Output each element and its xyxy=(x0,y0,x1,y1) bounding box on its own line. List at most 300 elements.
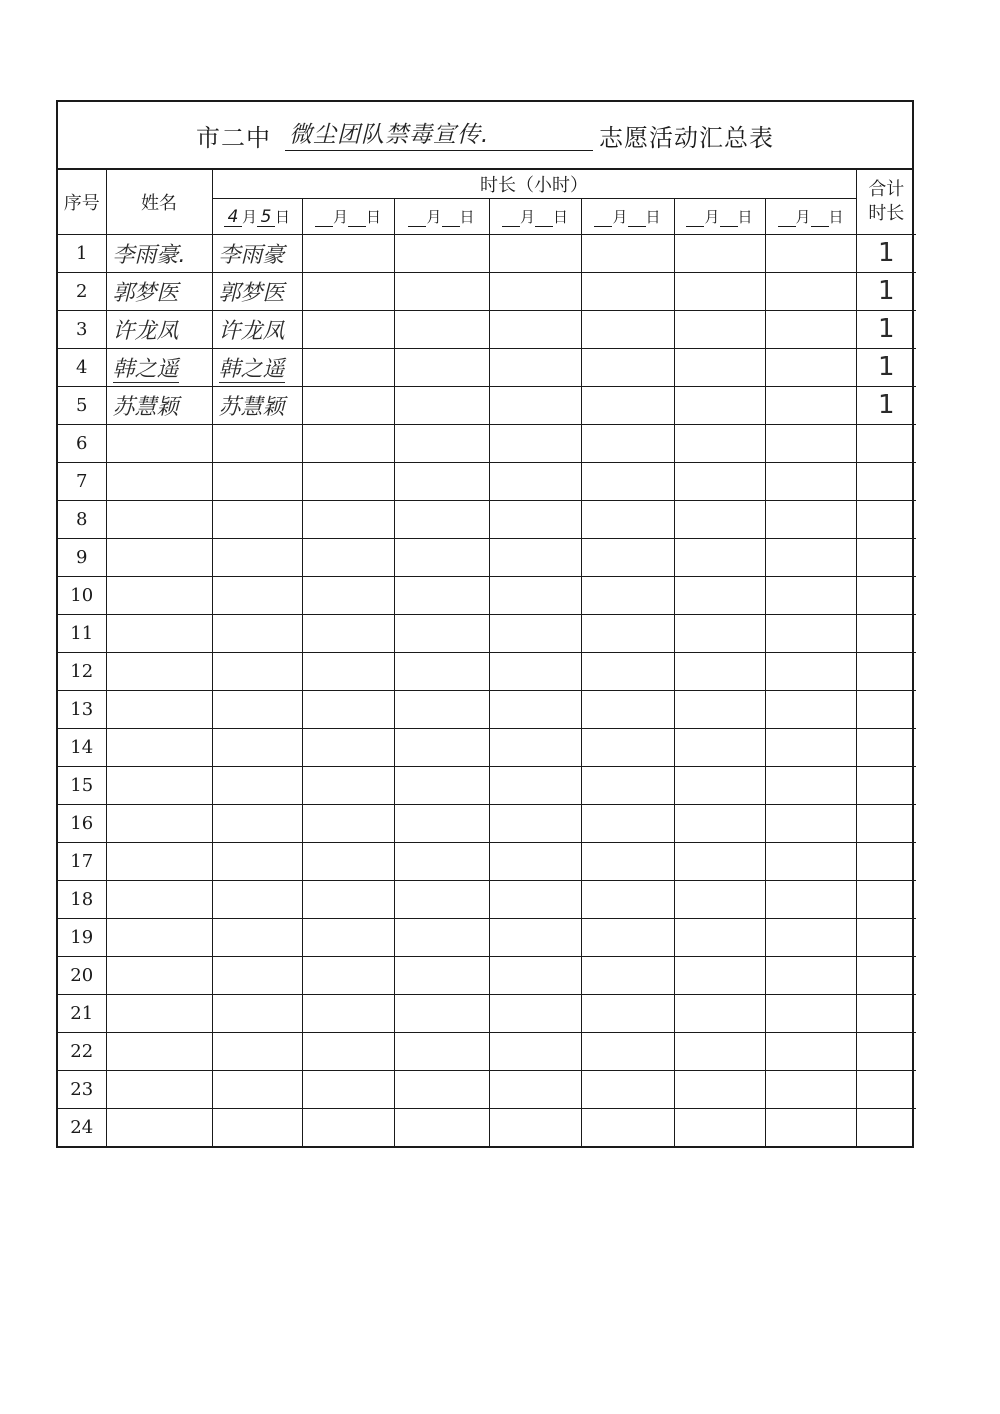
table-row xyxy=(58,918,916,956)
hours-cell-day2 xyxy=(302,538,394,576)
hours-cell-day5 xyxy=(581,918,674,956)
hours-cell-day5 xyxy=(581,462,674,500)
hours-cell-day6 xyxy=(674,766,765,804)
hours-cell-day4 xyxy=(489,462,581,500)
handwritten-signature: 李雨豪 xyxy=(218,242,285,268)
total-hours-cell xyxy=(856,538,916,576)
signature-cell-day1 xyxy=(212,956,302,994)
hours-cell-day5 xyxy=(581,272,674,310)
table-row xyxy=(58,272,916,310)
total-hours-cell: 1 xyxy=(856,234,916,272)
handwritten-name: 李雨豪. xyxy=(112,242,186,268)
name-cell xyxy=(106,500,212,538)
total-hours-cell xyxy=(856,500,916,538)
hours-cell-day2 xyxy=(302,918,394,956)
hours-cell-day3 xyxy=(394,310,489,348)
signature-cell-day1 xyxy=(212,1108,302,1146)
hours-cell-day2 xyxy=(302,500,394,538)
handwritten-signature: 韩之遥 xyxy=(218,356,285,382)
row-index: 10 xyxy=(58,576,106,614)
total-hours-cell: 1 xyxy=(856,348,916,386)
hours-cell-day3 xyxy=(394,462,489,500)
row-index: 2 xyxy=(58,272,106,310)
hours-cell-day2 xyxy=(302,842,394,880)
total-hours-cell xyxy=(856,994,916,1032)
date-day-field xyxy=(811,208,829,227)
hours-cell-day7 xyxy=(765,842,856,880)
name-cell xyxy=(106,994,212,1032)
hours-cell-day2 xyxy=(302,234,394,272)
hours-cell-day2 xyxy=(302,386,394,424)
hours-cell-day2 xyxy=(302,348,394,386)
row-index: 18 xyxy=(58,880,106,918)
day-label: 日 xyxy=(366,207,382,226)
signature-cell-day1 xyxy=(212,918,302,956)
signature-cell-day1 xyxy=(212,614,302,652)
hours-cell-day2 xyxy=(302,728,394,766)
hours-cell-day3 xyxy=(394,690,489,728)
name-cell xyxy=(106,690,212,728)
row-index: 22 xyxy=(58,1032,106,1070)
hours-cell-day7 xyxy=(765,348,856,386)
hours-cell-day7 xyxy=(765,576,856,614)
hours-cell-day5 xyxy=(581,652,674,690)
name-cell xyxy=(106,462,212,500)
hours-cell-day2 xyxy=(302,690,394,728)
hours-cell-day3 xyxy=(394,538,489,576)
hours-cell-day3 xyxy=(394,728,489,766)
hours-cell-day3 xyxy=(394,842,489,880)
hours-cell-day5 xyxy=(581,804,674,842)
hours-cell-day7 xyxy=(765,424,856,462)
hours-cell-day2 xyxy=(302,956,394,994)
hours-cell-day7 xyxy=(765,994,856,1032)
hours-cell-day5 xyxy=(581,538,674,576)
hours-cell-day4 xyxy=(489,804,581,842)
hours-cell-day5 xyxy=(581,994,674,1032)
row-index: 7 xyxy=(58,462,106,500)
hours-cell-day3 xyxy=(394,994,489,1032)
hours-cell-day3 xyxy=(394,1070,489,1108)
hours-cell-day4 xyxy=(489,538,581,576)
hours-cell-day2 xyxy=(302,766,394,804)
table-row xyxy=(58,690,916,728)
day-label: 日 xyxy=(459,207,475,226)
hours-cell-day3 xyxy=(394,500,489,538)
date-month-field xyxy=(686,208,704,227)
hours-cell-day4 xyxy=(489,956,581,994)
hours-cell-day2 xyxy=(302,462,394,500)
hours-cell-day6 xyxy=(674,994,765,1032)
signature-cell-day1 xyxy=(212,1070,302,1108)
date-header-5 xyxy=(581,198,674,234)
hours-cell-day6 xyxy=(674,880,765,918)
hours-cell-day6 xyxy=(674,652,765,690)
hours-cell-day4 xyxy=(489,614,581,652)
hours-cell-day7 xyxy=(765,538,856,576)
table-row xyxy=(58,310,916,348)
row-index: 4 xyxy=(58,348,106,386)
signature-cell-day1 xyxy=(212,728,302,766)
month-label: 月 xyxy=(795,207,811,226)
hours-cell-day4 xyxy=(489,652,581,690)
hours-cell-day5 xyxy=(581,234,674,272)
hours-cell-day7 xyxy=(765,500,856,538)
signature-cell-day1 xyxy=(212,880,302,918)
hours-cell-day3 xyxy=(394,880,489,918)
table-row xyxy=(58,234,916,272)
row-index: 9 xyxy=(58,538,106,576)
name-cell xyxy=(106,1108,212,1146)
hours-cell-day7 xyxy=(765,614,856,652)
signature-cell-day1 xyxy=(212,538,302,576)
total-hours-cell xyxy=(856,766,916,804)
name-cell xyxy=(106,576,212,614)
hours-cell-day4 xyxy=(489,348,581,386)
total-hours-cell: 1 xyxy=(856,386,916,424)
date-header-1 xyxy=(212,198,302,234)
hours-cell-day6 xyxy=(674,272,765,310)
hours-cell-day7 xyxy=(765,880,856,918)
hours-cell-day3 xyxy=(394,918,489,956)
date-header-4 xyxy=(489,198,581,234)
hours-cell-day7 xyxy=(765,386,856,424)
name-cell xyxy=(106,614,212,652)
hours-cell-day2 xyxy=(302,272,394,310)
signature-cell-day1 xyxy=(212,804,302,842)
hours-cell-day4 xyxy=(489,1108,581,1146)
hours-cell-day3 xyxy=(394,1108,489,1146)
table-row xyxy=(58,500,916,538)
hours-cell-day7 xyxy=(765,956,856,994)
hours-cell-day7 xyxy=(765,690,856,728)
hours-cell-day6 xyxy=(674,918,765,956)
row-index: 3 xyxy=(58,310,106,348)
table-row xyxy=(58,652,916,690)
signature-cell-day1 xyxy=(212,652,302,690)
signature-cell-day1 xyxy=(212,842,302,880)
hours-cell-day4 xyxy=(489,842,581,880)
hours-cell-day2 xyxy=(302,1108,394,1146)
day-label: 日 xyxy=(275,207,291,226)
hours-cell-day4 xyxy=(489,576,581,614)
handwritten-name: 韩之遥 xyxy=(112,356,179,382)
hours-cell-day7 xyxy=(765,462,856,500)
table-row xyxy=(58,994,916,1032)
hours-cell-day6 xyxy=(674,1108,765,1146)
table-row xyxy=(58,1108,916,1146)
row-index: 17 xyxy=(58,842,106,880)
hours-cell-day2 xyxy=(302,424,394,462)
hours-cell-day4 xyxy=(489,766,581,804)
hours-cell-day4 xyxy=(489,728,581,766)
hours-cell-day5 xyxy=(581,348,674,386)
hours-cell-day6 xyxy=(674,386,765,424)
name-cell xyxy=(106,956,212,994)
hours-cell-day2 xyxy=(302,994,394,1032)
hours-cell-day7 xyxy=(765,652,856,690)
handwritten-name: 许龙凤 xyxy=(112,318,179,344)
hours-cell-day7 xyxy=(765,1108,856,1146)
name-cell xyxy=(106,804,212,842)
signature-cell-day1 xyxy=(212,994,302,1032)
signature-cell-day1 xyxy=(212,386,302,424)
day-label: 日 xyxy=(553,207,569,226)
month-label: 月 xyxy=(612,207,628,226)
hours-cell-day3 xyxy=(394,348,489,386)
hours-cell-day4 xyxy=(489,994,581,1032)
hours-cell-day6 xyxy=(674,310,765,348)
month-label: 月 xyxy=(332,207,348,226)
row-index: 16 xyxy=(58,804,106,842)
summary-table xyxy=(58,170,916,1146)
total-hours-cell xyxy=(856,614,916,652)
total-hours-cell xyxy=(856,804,916,842)
form-title xyxy=(58,102,912,170)
row-index: 11 xyxy=(58,614,106,652)
volunteer-summary-form xyxy=(56,100,914,1148)
hours-cell-day6 xyxy=(674,462,765,500)
hours-cell-day6 xyxy=(674,842,765,880)
date-day-field xyxy=(628,208,646,227)
hours-cell-day4 xyxy=(489,1070,581,1108)
hours-cell-day4 xyxy=(489,1032,581,1070)
hours-cell-day3 xyxy=(394,424,489,462)
hours-cell-day5 xyxy=(581,766,674,804)
name-cell xyxy=(106,728,212,766)
hours-cell-day5 xyxy=(581,690,674,728)
name-cell xyxy=(106,1032,212,1070)
total-hours-cell xyxy=(856,652,916,690)
table-row xyxy=(58,424,916,462)
signature-cell-day1 xyxy=(212,500,302,538)
hours-cell-day6 xyxy=(674,956,765,994)
date-header-6 xyxy=(674,198,765,234)
form-title-suffix: 志愿活动汇总表 xyxy=(599,123,774,152)
hours-cell-day5 xyxy=(581,576,674,614)
hours-cell-day3 xyxy=(394,614,489,652)
hours-cell-day3 xyxy=(394,956,489,994)
hours-cell-day6 xyxy=(674,500,765,538)
hours-cell-day5 xyxy=(581,386,674,424)
hours-cell-day6 xyxy=(674,348,765,386)
header-total-line2: 时长 xyxy=(868,202,905,224)
row-index: 21 xyxy=(58,994,106,1032)
hours-cell-day7 xyxy=(765,1032,856,1070)
hours-cell-day5 xyxy=(581,1032,674,1070)
hours-cell-day4 xyxy=(489,424,581,462)
header-total xyxy=(856,170,916,234)
total-hours-cell xyxy=(856,728,916,766)
handwritten-signature: 郭梦医 xyxy=(218,280,285,306)
date-day-field xyxy=(535,208,553,227)
month-label: 月 xyxy=(519,207,535,226)
hours-cell-day5 xyxy=(581,880,674,918)
month-label: 月 xyxy=(241,207,257,226)
row-index: 15 xyxy=(58,766,106,804)
activity-name-handwritten: 微尘团队禁毒宣传. xyxy=(285,120,593,151)
total-hours-cell xyxy=(856,424,916,462)
signature-cell-day1 xyxy=(212,234,302,272)
hours-cell-day5 xyxy=(581,424,674,462)
date-month-field xyxy=(594,208,612,227)
signature-cell-day1 xyxy=(212,424,302,462)
name-cell xyxy=(106,310,212,348)
date-header-3 xyxy=(394,198,489,234)
signature-cell-day1 xyxy=(212,310,302,348)
hours-cell-day3 xyxy=(394,766,489,804)
table-row xyxy=(58,614,916,652)
hours-cell-day4 xyxy=(489,272,581,310)
hours-cell-day2 xyxy=(302,652,394,690)
hours-cell-day7 xyxy=(765,918,856,956)
date-header-2 xyxy=(302,198,394,234)
day-label: 日 xyxy=(737,207,753,226)
signature-cell-day1 xyxy=(212,1032,302,1070)
table-row xyxy=(58,728,916,766)
hours-cell-day7 xyxy=(765,804,856,842)
date-month-field xyxy=(315,208,333,227)
row-index: 8 xyxy=(58,500,106,538)
name-cell xyxy=(106,538,212,576)
hours-cell-day7 xyxy=(765,234,856,272)
table-row xyxy=(58,766,916,804)
header-total-line1: 合计 xyxy=(868,178,905,200)
hours-cell-day4 xyxy=(489,234,581,272)
table-row xyxy=(58,1032,916,1070)
row-index: 20 xyxy=(58,956,106,994)
name-cell xyxy=(106,1070,212,1108)
hours-cell-day4 xyxy=(489,880,581,918)
hours-cell-day4 xyxy=(489,310,581,348)
name-cell xyxy=(106,348,212,386)
hours-cell-day2 xyxy=(302,804,394,842)
row-index: 12 xyxy=(58,652,106,690)
total-hours-cell xyxy=(856,690,916,728)
name-cell xyxy=(106,918,212,956)
hours-cell-day2 xyxy=(302,880,394,918)
hours-cell-day6 xyxy=(674,424,765,462)
hours-cell-day5 xyxy=(581,956,674,994)
school-name: 市二中 xyxy=(196,123,271,152)
hours-cell-day5 xyxy=(581,1108,674,1146)
table-row xyxy=(58,348,916,386)
row-index: 13 xyxy=(58,690,106,728)
total-hours-cell xyxy=(856,1032,916,1070)
total-hours-cell xyxy=(856,1108,916,1146)
hours-cell-day5 xyxy=(581,310,674,348)
signature-cell-day1 xyxy=(212,462,302,500)
hours-cell-day6 xyxy=(674,728,765,766)
row-index: 23 xyxy=(58,1070,106,1108)
name-cell xyxy=(106,234,212,272)
row-index: 24 xyxy=(58,1108,106,1146)
hours-cell-day3 xyxy=(394,1032,489,1070)
date-day-field xyxy=(442,208,460,227)
table-row xyxy=(58,576,916,614)
table-row xyxy=(58,386,916,424)
hours-cell-day6 xyxy=(674,234,765,272)
row-index: 1 xyxy=(58,234,106,272)
hours-cell-day4 xyxy=(489,500,581,538)
table-row xyxy=(58,956,916,994)
date-day-field xyxy=(720,208,738,227)
row-index: 14 xyxy=(58,728,106,766)
total-hours-cell xyxy=(856,956,916,994)
hours-cell-day4 xyxy=(489,690,581,728)
hours-cell-day5 xyxy=(581,614,674,652)
hours-cell-day6 xyxy=(674,576,765,614)
hours-cell-day3 xyxy=(394,652,489,690)
hours-cell-day3 xyxy=(394,234,489,272)
row-index: 6 xyxy=(58,424,106,462)
hours-cell-day6 xyxy=(674,614,765,652)
handwritten-signature: 许龙凤 xyxy=(218,318,285,344)
hours-cell-day7 xyxy=(765,272,856,310)
hours-cell-day3 xyxy=(394,272,489,310)
total-hours-cell xyxy=(856,576,916,614)
hours-cell-day7 xyxy=(765,310,856,348)
signature-cell-day1 xyxy=(212,690,302,728)
hours-cell-day2 xyxy=(302,1032,394,1070)
table-row xyxy=(58,880,916,918)
handwritten-signature: 苏慧颖 xyxy=(218,394,285,420)
hours-cell-day4 xyxy=(489,386,581,424)
hours-cell-day3 xyxy=(394,804,489,842)
handwritten-name: 郭梦医 xyxy=(112,280,179,306)
hours-cell-day7 xyxy=(765,728,856,766)
name-cell xyxy=(106,880,212,918)
signature-cell-day1 xyxy=(212,348,302,386)
hours-cell-day5 xyxy=(581,728,674,766)
hours-cell-day5 xyxy=(581,1070,674,1108)
hours-cell-day2 xyxy=(302,576,394,614)
signature-cell-day1 xyxy=(212,272,302,310)
hours-cell-day6 xyxy=(674,804,765,842)
row-index: 5 xyxy=(58,386,106,424)
day-label: 日 xyxy=(645,207,661,226)
name-cell xyxy=(106,386,212,424)
table-row xyxy=(58,1070,916,1108)
table-row xyxy=(58,804,916,842)
table-row xyxy=(58,538,916,576)
total-hours-cell xyxy=(856,842,916,880)
total-hours-cell: 1 xyxy=(856,272,916,310)
total-hours-cell xyxy=(856,1070,916,1108)
row-index: 19 xyxy=(58,918,106,956)
hours-cell-day6 xyxy=(674,538,765,576)
table-body xyxy=(58,234,916,1146)
table-row xyxy=(58,462,916,500)
date-month-field xyxy=(408,208,426,227)
header-name: 姓名 xyxy=(106,170,212,234)
hours-cell-day3 xyxy=(394,576,489,614)
total-hours-cell xyxy=(856,462,916,500)
hours-cell-day6 xyxy=(674,1032,765,1070)
hours-cell-day5 xyxy=(581,842,674,880)
total-hours-cell xyxy=(856,880,916,918)
date-month-field xyxy=(778,208,796,227)
total-hours-cell xyxy=(856,918,916,956)
header-index: 序号 xyxy=(58,170,106,234)
table-row xyxy=(58,842,916,880)
hours-cell-day3 xyxy=(394,386,489,424)
day-label: 日 xyxy=(828,207,844,226)
date-day-field xyxy=(348,208,366,227)
signature-cell-day1 xyxy=(212,766,302,804)
month-label: 月 xyxy=(704,207,720,226)
date-month-field xyxy=(502,208,520,227)
